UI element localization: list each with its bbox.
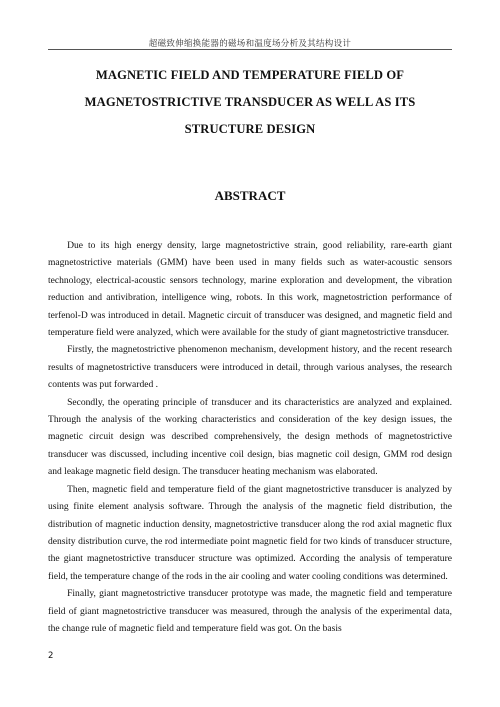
- running-header: 超磁致伸缩换能器的磁场和温度场分析及其结构设计: [148, 39, 352, 49]
- title-line: MAGNETIC FIELD AND TEMPERATURE FIELD OF: [95, 68, 405, 82]
- abstract-body: [48, 237, 452, 637]
- page-number: 2: [48, 651, 54, 661]
- title-line: STRUCTURE DESIGN: [184, 122, 316, 136]
- abstract-heading: ABSTRACT: [214, 188, 286, 203]
- abstract-paragraph: Then, magnetic field and temperature field of the giant magnetostrictive transducer is analyzed by using finite element analysis software. Through the analysis of the magnetic field distribution, the distribution of magnetic induction density, magnetostrictive transducer along the rod axial magnetic flux density distribution curve, the rod intermediate point magnetic field for two kinds of transducer structure, the giant magnetostrictive transducer structure was optimized. According the analysis of temperature field, the temperature change of the rods in the air cooling and water cooling conditions was determined.: [48, 483, 452, 582]
- paper-title: [48, 62, 452, 143]
- abstract-paragraph: Finally, giant magnetostrictive transducer prototype was made, the magnetic field and temperature field of giant magnetostrictive transducer was measured, through the analysis of the experimental data, the change rule of magnetic field and temperature field was got. On the basis: [48, 588, 452, 634]
- title-line: MAGNETOSTRICTIVE TRANSDUCER AS WELL AS ITS: [84, 95, 416, 109]
- abstract-paragraph: Secondly, the operating principle of transducer and its characteristics are analyzed and explained. Through the analysis of the working characteristics and consideration of the key design issues, the magnetic circuit design was described comprehensively, the design methods of magnetostrictive transducer was discussed, including incentive coil design, bias magnetic coil design, GMM rod design and leakage magnetic field design. The transducer heating mechanism was elaborated.: [48, 396, 452, 478]
- header-divider: [48, 49, 452, 50]
- abstract-paragraph: Firstly, the magnetostrictive phenomenon mechanism, development history, and the recent research results of magnetostrictive transducers were introduced in detail, through various analyses, the research contents was put forwarded .: [48, 344, 452, 391]
- abstract-paragraph: Due to its high energy density, large magnetostrictive strain, good reliability, rare-earth giant magnetostrictive materials (GMM) have been used in many fields such as water-acoustic sensors technology, electrical-acoustic sensors technology, marine exploration and development, the vibration reduction and antivibration, intelligence wing, robots. In this work, magnetostriction performance of terfenol-D was introduced in detail. Magnetic circuit of transducer was designed, and magnetic field and temperature field were analyzed, which were available for the study of giant magnetostrictive transducer.: [48, 240, 452, 339]
